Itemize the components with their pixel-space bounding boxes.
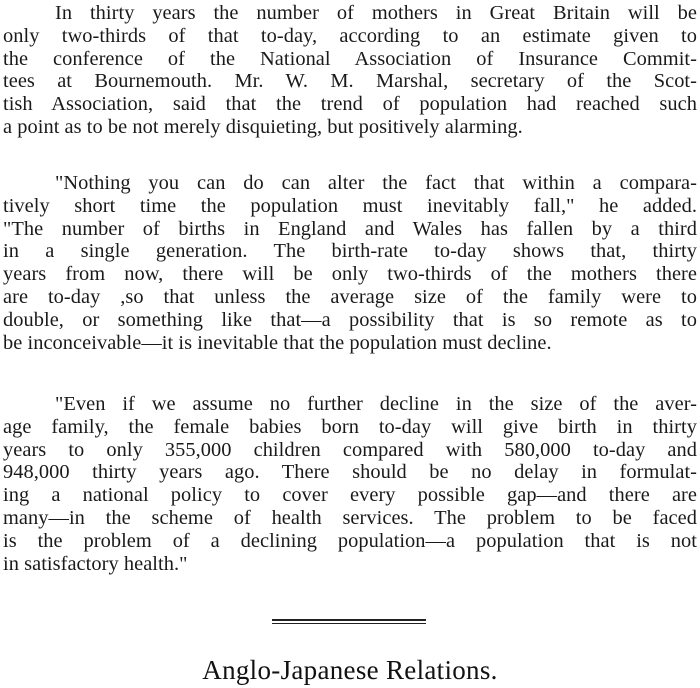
text-line: years from now, there will be only two-thirds of the mothers there — [3, 263, 697, 286]
text-line: "Nothing you can do can alter the fact that within a compara- — [55, 172, 697, 194]
text-line: tees at Bournemouth. Mr. W. M. Marshal, secretary of the Scot- — [3, 70, 697, 93]
text-line: in satisfactory health." — [3, 552, 188, 575]
article-heading: Anglo-Japanese Relations. — [202, 655, 498, 685]
text-line: 948,000 thirty years ago. There should be no delay in formulat- — [3, 461, 697, 484]
text-line: "The number of births in England and Wales has fallen by a third — [3, 217, 697, 240]
text-line: age family, the female babies born to-day will give birth in thirty — [3, 415, 697, 438]
paragraph-marshal-quote — [3, 172, 697, 354]
text-line: in a single generation. The birth-rate to-day shows that, thirty — [3, 240, 697, 263]
text-line: a point as to be not merely disquieting, but positively alarming. — [3, 115, 523, 138]
text-line: years to only 355,000 children compared with 580,000 to-day and — [3, 438, 697, 461]
text-line: "Even if we assume no further decline in the size of the aver- — [55, 393, 697, 415]
text-line: many—in the scheme of health services. The problem to be faced — [3, 506, 697, 529]
paragraph-birth-statistics — [3, 393, 697, 575]
text-line: only two-thirds of that to-day, according to an estimate given to — [3, 24, 697, 47]
text-line: is the problem of a declining population—a population that is not — [3, 529, 697, 552]
text-line: the conference of the National Association of Insurance Commit- — [3, 47, 697, 70]
text-line: are to-day ,so that unless the average size of the family were to — [3, 285, 697, 308]
paragraph-population-estimate — [3, 2, 697, 139]
text-line: In thirty years the number of mothers in Great Britain will be — [55, 2, 697, 24]
text-line: tish Association, said that the trend of population had reached such — [3, 93, 697, 116]
text-line: be inconceivable—it is inevitable that the population must decline. — [3, 331, 552, 354]
text-line: ing a national policy to cover every possible gap—and there are — [3, 484, 697, 507]
text-line: tively short time the population must inevitably fall," he added. — [3, 194, 697, 217]
section-divider — [272, 619, 426, 621]
section-divider-thin — [272, 623, 426, 624]
text-line: double, or something like that—a possibility that is so remote as to — [3, 308, 697, 331]
